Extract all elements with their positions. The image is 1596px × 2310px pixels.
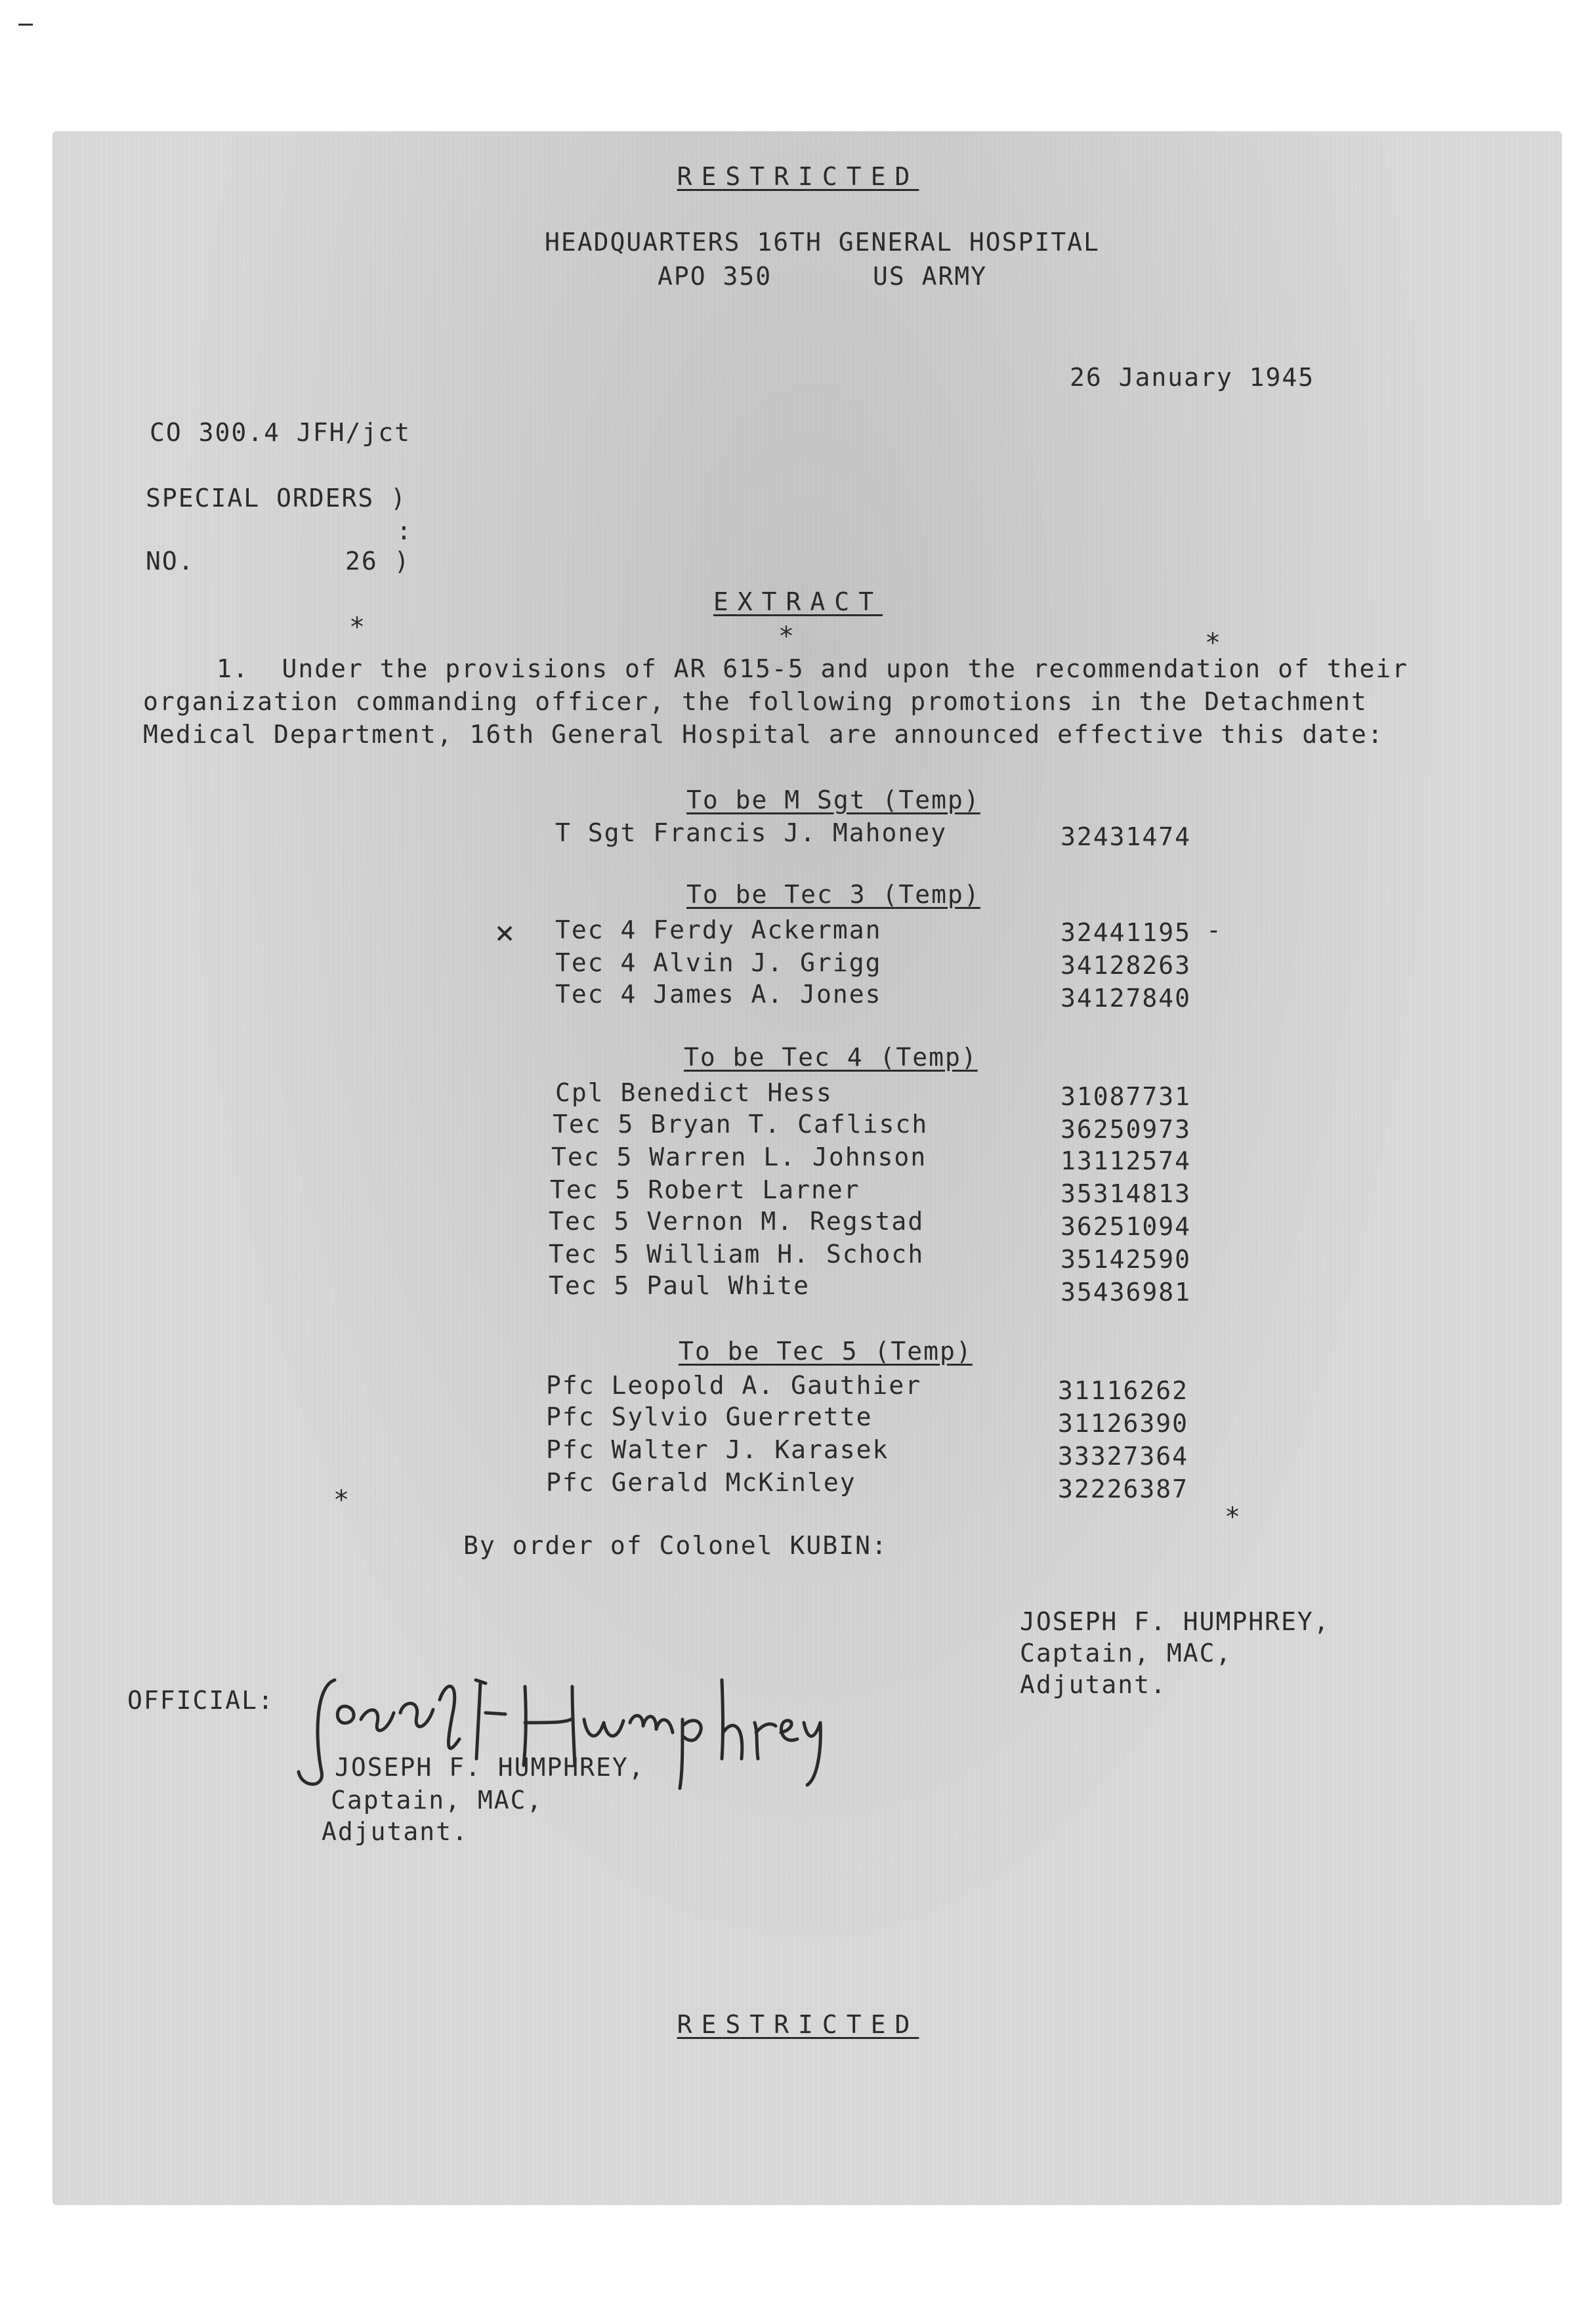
official-label: OFFICIAL: [127,1686,274,1715]
entry-name: Tec 5 Vernon M. Regstad [549,1207,925,1236]
entry-serial: 33327364 [1058,1442,1189,1471]
order-number: 26 ) [345,547,411,576]
entry-name: Tec 5 William H. Schoch [549,1240,925,1269]
extract-title: EXTRACT [713,587,883,616]
entry-name: Tec 5 Bryan T. Caflisch [553,1110,929,1139]
separator-star: * [333,1485,351,1515]
separator-star: * [1205,628,1223,658]
group-heading: To be Tec 4 (Temp) [684,1043,978,1072]
separator-star: * [349,612,367,642]
group-heading: To be Tec 3 (Temp) [686,880,980,909]
apo-number: APO 350 [658,262,772,291]
official-rank: Captain, MAC, [331,1786,543,1815]
unit-heading: HEADQUARTERS 16TH GENERAL HOSPITAL [545,228,1100,257]
entry-name: Tec 5 Robert Larner [550,1175,860,1204]
entry-serial: 32226387 [1058,1475,1189,1503]
entry-serial: 13112574 [1060,1146,1192,1175]
entry-serial: 34127840 [1060,984,1192,1013]
entry-serial: 31116262 [1058,1376,1189,1405]
official-name: JOSEPH F. HUMPHREY, [335,1753,645,1782]
army-label: US ARMY [873,262,988,291]
order-colon: : [396,516,413,545]
official-title: Adjutant. [322,1817,469,1846]
paragraph-line: organization commanding officer, the following promotions in the Detachment [143,687,1368,716]
entry-name: Tec 4 Ferdy Ackerman [555,915,882,944]
special-orders-label: SPECIAL ORDERS ) [146,484,408,513]
entry-serial: 34128263 [1060,951,1192,980]
entry-serial: 35142590 [1060,1245,1192,1274]
entry-name: Cpl Benedict Hess [555,1078,833,1107]
separator-star: * [778,621,796,652]
entry-name: Tec 5 Paul White [549,1271,810,1300]
classification-footer: RESTRICTED [677,2010,919,2039]
order-date: 26 January 1945 [1070,363,1315,392]
order-number-label: NO. [146,547,195,576]
entry-name: Tec 4 James A. Jones [555,980,882,1009]
scan-corner-mark [18,24,33,26]
entry-serial: 35436981 [1060,1278,1192,1307]
group-heading: To be Tec 5 (Temp) [679,1337,973,1366]
entry-serial: 36250973 [1060,1115,1192,1144]
handwritten-signature [289,1660,827,1792]
entry-name: Pfc Gerald McKinley [546,1468,856,1497]
entry-name: Pfc Sylvio Guerrette [546,1402,873,1431]
entry-serial: 31087731 [1060,1082,1192,1111]
group-heading: To be M Sgt (Temp) [686,786,980,814]
by-order-line: By order of Colonel KUBIN: [463,1531,888,1560]
entry-serial: 32441195 [1060,918,1192,947]
signer-title: Adjutant. [1020,1670,1167,1699]
paragraph-line: Medical Department, 16th General Hospital are announced effective this date: [143,720,1384,749]
separator-star: * [1225,1502,1242,1532]
classification-header: RESTRICTED [677,162,919,191]
signer-rank: Captain, MAC, [1020,1639,1232,1668]
paragraph-line: 1. Under the provisions of AR 615-5 and upon the recommendation of their [217,654,1409,683]
entry-serial: 36251094 [1060,1212,1192,1241]
entry-name: Pfc Leopold A. Gauthier [546,1371,922,1400]
signer-name: JOSEPH F. HUMPHREY, [1020,1607,1330,1636]
entry-serial: 31126390 [1058,1409,1189,1438]
entry-name: T Sgt Francis J. Mahoney [555,818,948,847]
entry-name: Tec 4 Alvin J. Grigg [555,948,882,977]
entry-name: Tec 5 Warren L. Johnson [551,1143,927,1171]
entry-name: Pfc Walter J. Karasek [546,1435,889,1464]
entry-serial: 32431474 [1060,822,1192,851]
entry-serial: 35314813 [1060,1179,1192,1208]
file-reference: CO 300.4 JFH/jct [150,418,411,447]
handwritten-check-mark: × [495,914,515,952]
handwritten-dash: - [1206,915,1223,944]
